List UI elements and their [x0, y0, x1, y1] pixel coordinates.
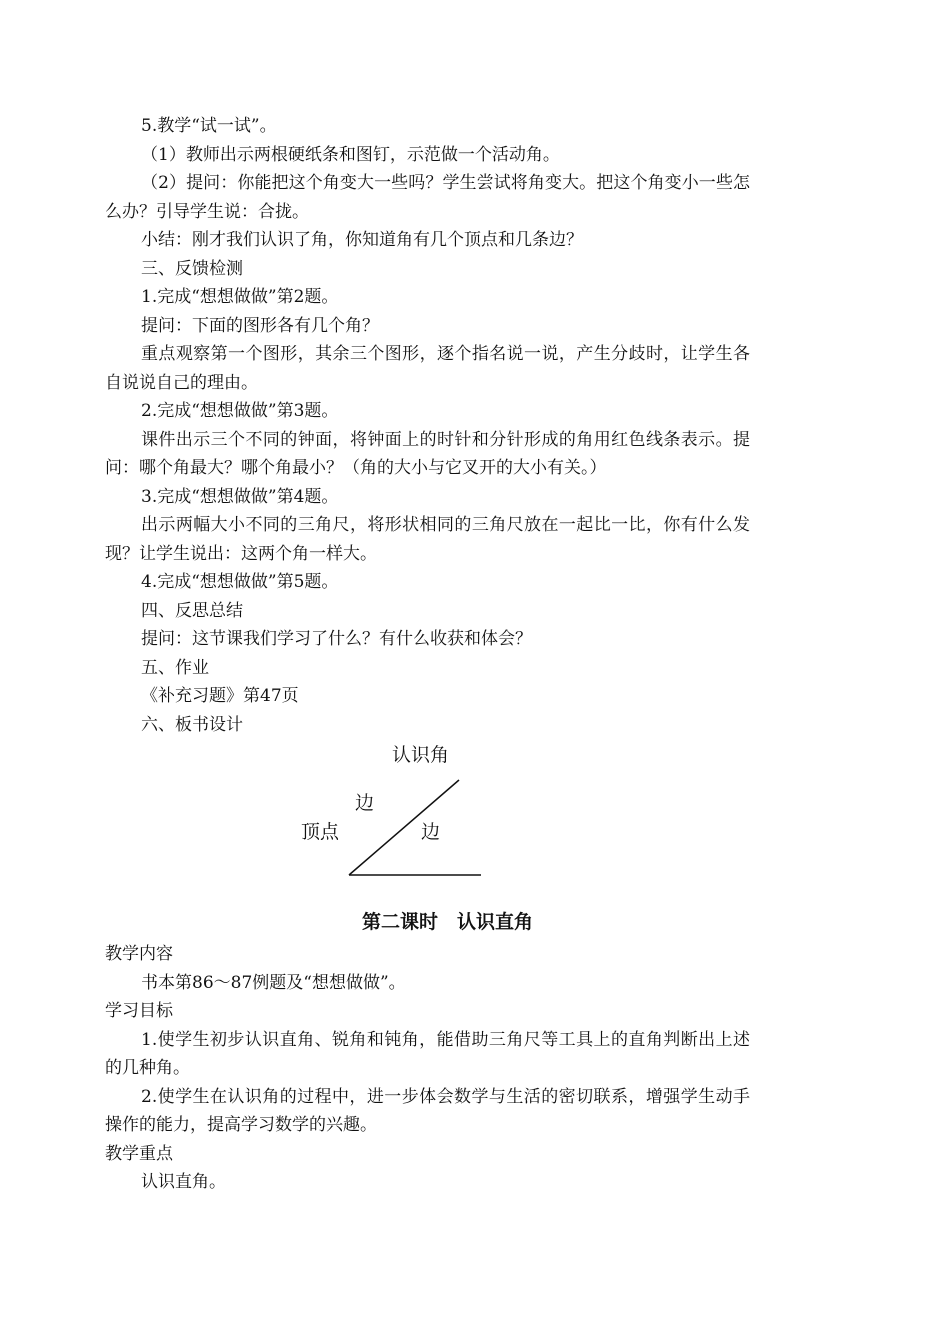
key-point-heading: 教学重点: [105, 1143, 173, 1164]
content-heading: 教学内容: [105, 944, 173, 964]
text-line: 小结：刚才我们认识了角，你知道角有几个顶点和几条边？: [141, 230, 583, 250]
board-design-diagram: [105, 739, 750, 904]
lesson-title: 第二课时 认识直角: [361, 911, 533, 933]
text-line: 出示两幅大小不同的三角尺，将形状相同的三角尺放在一起比一比，你有什么发现？让学生说出：这两个角一样大。: [105, 515, 750, 564]
text-line: 4.完成“想想做做”第5题。: [141, 572, 339, 592]
text-line: 5.教学“试一试”。: [141, 116, 277, 136]
text-line: 2.完成“想想做做”第3题。: [141, 401, 339, 421]
text-line: 重点观察第一个图形，其余三个图形，逐个指名说一说，产生分歧时，让学生各自说说自己的理由。: [105, 344, 750, 393]
goal-item: 1.使学生初步认识直角、锐角和钝角，能借助三角尺等工具上的直角判断出上述的几种角。: [105, 1029, 750, 1078]
text-line: 课件出示三个不同的钟面，将钟面上的时针和分针形成的角用红色线条表示。提问：哪个角最大？哪个角最小？（角的大小与它叉开的大小有关。）: [105, 429, 750, 478]
key-point-text: 认识直角。: [141, 1172, 226, 1192]
text-line: （1）教师出示两根硬纸条和图钉，示范做一个活动角。: [141, 144, 560, 165]
text-line: 提问：这节课我们学习了什么？有什么收获和体会？: [141, 629, 532, 649]
section-heading: 三、反馈检测: [141, 258, 243, 279]
text-line: （2）提问：你能把这个角变大一些吗？学生尝试将角变大。把这个角变小一些怎么办？引导学生说：合拢。: [105, 173, 750, 222]
edge-label-top: 边: [355, 792, 375, 814]
section-heading: 六、板书设计: [141, 714, 243, 735]
vertex-label: 顶点: [301, 821, 340, 843]
goals-heading: 学习目标: [105, 1001, 173, 1021]
text-line: 《补充习题》第47页: [141, 686, 299, 706]
text-line: 提问：下面的图形各有几个角？: [141, 315, 379, 336]
section-heading: 四、反思总结: [141, 600, 243, 621]
text-line: 1.完成“想想做做”第2题。: [141, 287, 339, 307]
goal-item: 2.使学生在认识角的过程中，进一步体会数学与生活的密切联系，增强学生动手操作的能力，提高学习数学的兴趣。: [105, 1086, 750, 1135]
content-text: 书本第86～87例题及“想想做做”。: [141, 972, 406, 993]
document-page: [105, 112, 750, 1197]
edge-label-right: 边: [421, 821, 441, 843]
section-heading: 五、作业: [141, 657, 209, 678]
text-line: 3.完成“想想做做”第4题。: [141, 486, 339, 507]
board-title: 认识角: [392, 744, 450, 766]
